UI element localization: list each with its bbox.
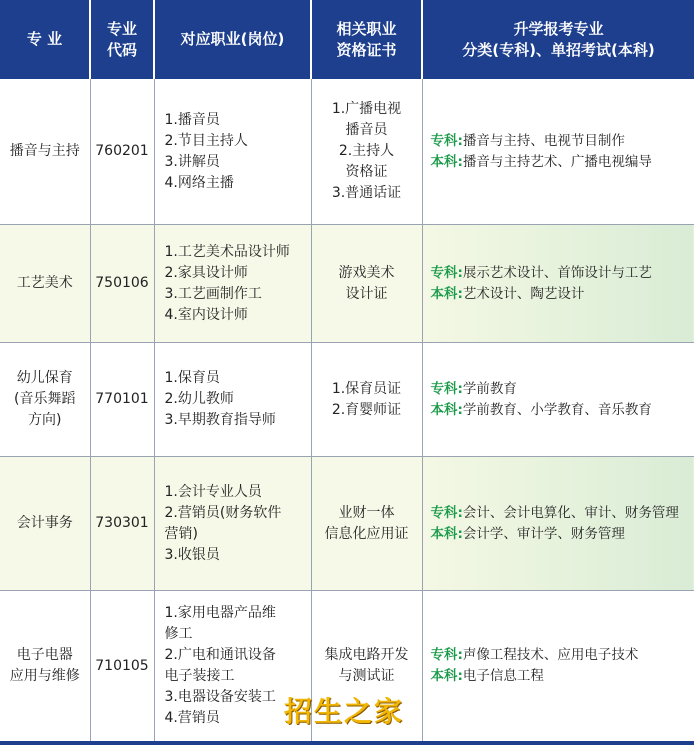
major-code-cell: 750106	[90, 225, 154, 343]
cert-item: 资格证	[345, 164, 388, 180]
job-item: 1.保育员	[164, 370, 220, 386]
job-item: 电子装接工	[164, 668, 235, 684]
study-cell	[422, 457, 694, 591]
job-item: 3.讲解员	[164, 153, 220, 170]
cert-item: 2.育婴师证	[331, 401, 402, 418]
zhuanke-majors: 展示艺术设计、首饰设计与工艺	[462, 264, 652, 281]
job-item: 4.网络主播	[164, 174, 234, 191]
study-cell	[422, 225, 694, 343]
zhuanke-line	[431, 131, 691, 152]
benke-line	[431, 524, 691, 545]
cert-item: 游戏美术	[338, 264, 395, 281]
job-item: 2.节目主持人	[164, 132, 248, 149]
job-item: 1.家用电器产品维	[164, 605, 276, 621]
job-item: 1.播音员	[164, 111, 220, 128]
major-code-cell: 730301	[90, 457, 154, 591]
cert-item: 集成电路开发	[324, 647, 409, 663]
cert-item: 设计证	[345, 285, 388, 302]
cert-item: 2.主持人	[338, 143, 395, 159]
benke-line	[431, 666, 691, 687]
zhuanke-label: 专科:	[430, 504, 463, 521]
certs-cell	[311, 225, 422, 343]
benke-label: 本科:	[430, 668, 463, 684]
major-name-cell: 会计事务	[0, 457, 90, 591]
benke-majors: 艺术设计、陶艺设计	[462, 285, 585, 302]
job-item: 3.电器设备安装工	[164, 689, 276, 705]
jobs-cell	[154, 79, 311, 225]
table-row	[0, 343, 694, 457]
job-item: 4.室内设计师	[164, 306, 248, 323]
zhuanke-line	[431, 503, 691, 524]
table-header-row	[0, 0, 694, 79]
benke-majors: 学前教育、小学教育、音乐教育	[462, 401, 652, 418]
benke-majors: 播音与主持艺术、广播电视编导	[462, 153, 652, 170]
header-certs: 相关职业 资格证书	[311, 0, 422, 79]
table-row	[0, 225, 694, 343]
table-row	[0, 79, 694, 225]
cert-item: 1.广播电视	[331, 101, 402, 117]
jobs-cell	[154, 225, 311, 343]
cert-item: 1.保育员证	[331, 380, 402, 397]
study-cell	[422, 79, 694, 225]
zhuanke-majors: 播音与主持、电视节目制作	[462, 132, 625, 149]
zhuanke-label: 专科:	[430, 380, 463, 397]
bottom-border	[0, 741, 694, 745]
benke-label: 本科:	[430, 153, 463, 170]
job-item: 3.早期教育指导师	[164, 412, 276, 428]
job-item: 2.营销员(财务软件	[164, 504, 282, 521]
major-name-cell: 播音与主持	[0, 79, 90, 225]
benke-label: 本科:	[430, 401, 463, 418]
header-jobs: 对应职业(岗位)	[154, 0, 311, 79]
certs-cell	[311, 457, 422, 591]
zhuanke-label: 专科:	[430, 264, 463, 281]
watermark-logo: 招生之家	[284, 695, 405, 728]
jobs-cell	[154, 457, 311, 591]
major-code-cell: 710105	[90, 591, 154, 742]
study-cell	[422, 343, 694, 457]
certs-cell	[311, 79, 422, 225]
cert-item: 业财一体	[338, 504, 395, 521]
zhuanke-line	[431, 263, 691, 284]
job-item: 营销)	[164, 525, 198, 542]
job-item: 3.收银员	[164, 546, 220, 563]
certs-cell	[311, 343, 422, 457]
benke-majors: 电子信息工程	[462, 668, 544, 684]
major-code-cell: 760201	[90, 79, 154, 225]
study-cell	[422, 591, 694, 742]
major-name-cell: 幼儿保育 (音乐舞蹈 方向)	[0, 343, 90, 457]
major-name-cell: 电子电器 应用与维修	[0, 591, 90, 742]
zhuanke-label: 专科:	[430, 132, 463, 149]
major-name-cell: 工艺美术	[0, 225, 90, 343]
zhuanke-majors: 声像工程技术、应用电子技术	[462, 647, 639, 663]
table-row	[0, 457, 694, 591]
benke-line	[431, 400, 691, 421]
job-item: 3.工艺画制作工	[164, 285, 262, 302]
cert-item: 播音员	[345, 122, 388, 138]
zhuanke-line	[431, 645, 691, 666]
zhuanke-label: 专科:	[430, 647, 463, 663]
job-item: 4.营销员	[164, 710, 220, 726]
major-code-cell: 770101	[90, 343, 154, 457]
job-item: 2.广电和通讯设备	[164, 647, 276, 663]
jobs-cell	[154, 343, 311, 457]
benke-label: 本科:	[430, 285, 463, 302]
job-item: 1.工艺美术品设计师	[164, 243, 290, 260]
benke-line	[431, 284, 691, 305]
job-item: 2.家具设计师	[164, 264, 248, 281]
job-item: 1.会计专业人员	[164, 483, 262, 500]
cert-item: 信息化应用证	[324, 525, 409, 542]
benke-line	[431, 152, 691, 173]
zhuanke-majors: 学前教育	[462, 380, 517, 397]
job-item: 2.幼儿教师	[164, 391, 234, 407]
job-item: 修工	[164, 626, 193, 642]
zhuanke-line	[431, 379, 691, 400]
header-study: 升学报考专业 分类(专科)、单招考试(本科)	[422, 0, 694, 79]
header-major: 专 业	[0, 0, 90, 79]
benke-majors: 会计学、审计学、财务管理	[462, 525, 625, 542]
cert-item: 3.普通话证	[331, 185, 402, 201]
benke-label: 本科:	[430, 525, 463, 542]
cert-item: 与测试证	[338, 668, 395, 684]
header-code: 专业 代码	[90, 0, 154, 79]
zhuanke-majors: 会计、会计电算化、审计、财务管理	[462, 504, 679, 521]
